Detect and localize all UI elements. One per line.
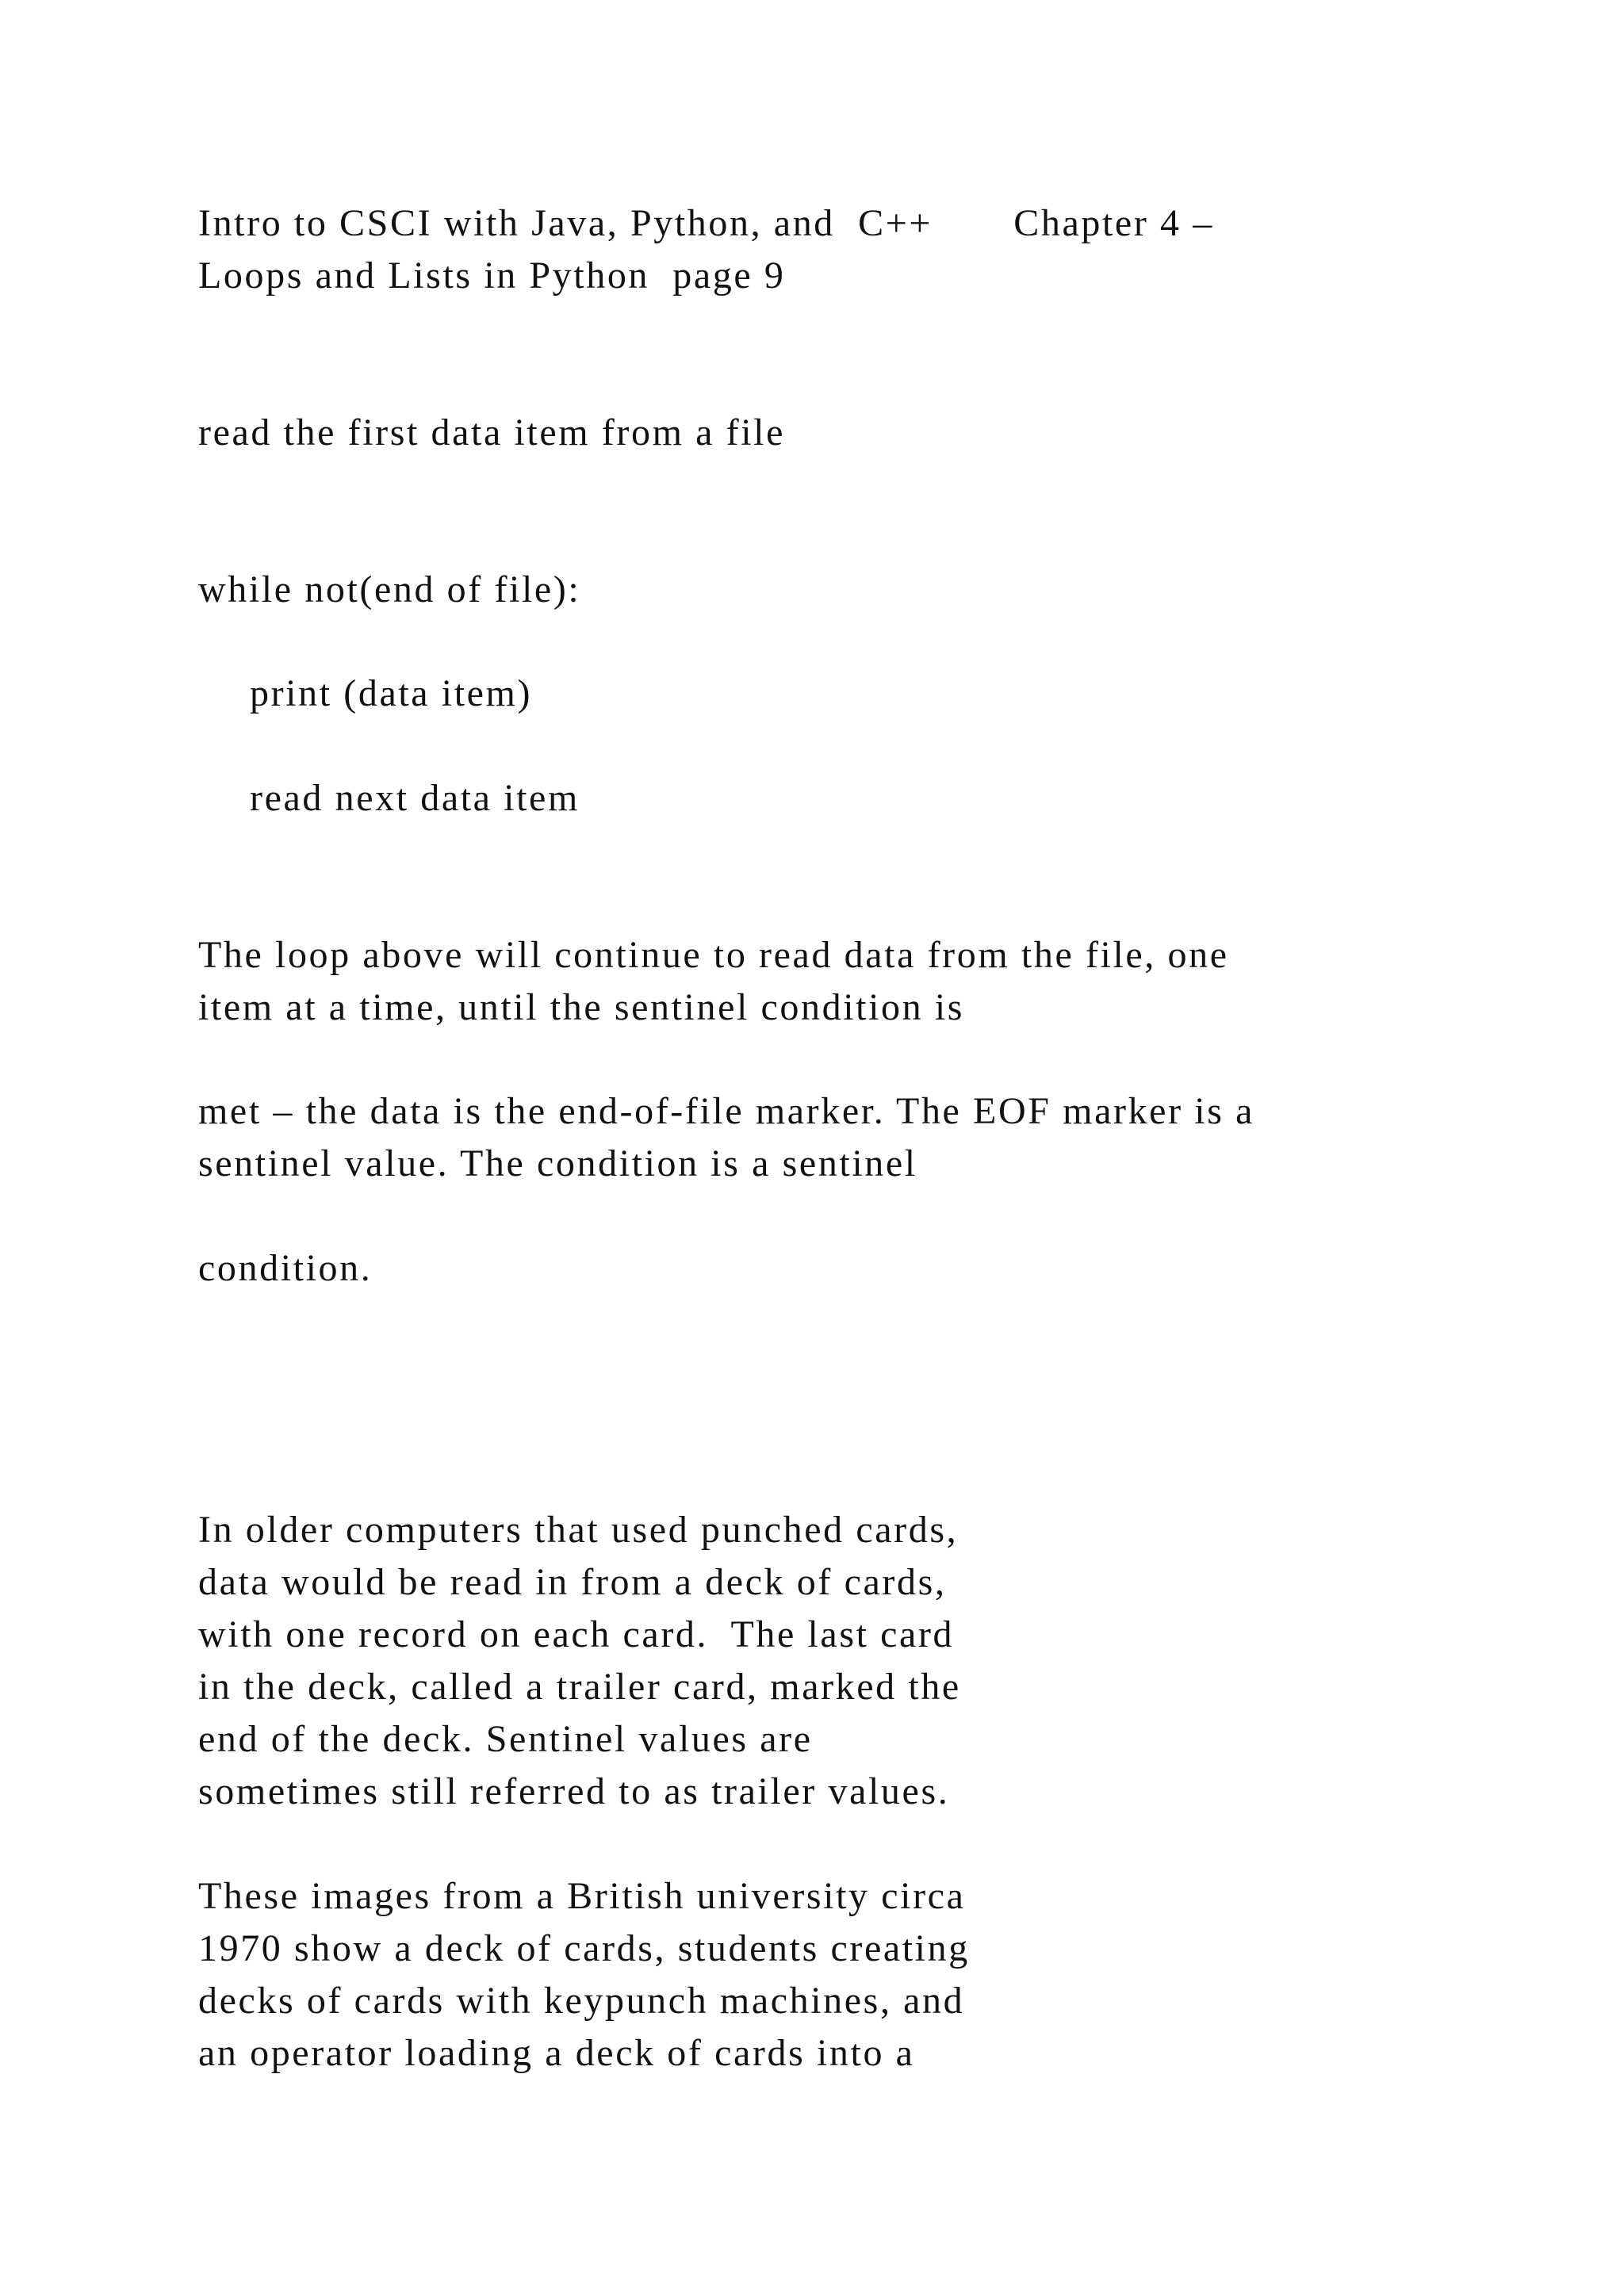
paragraph-1-line-2: item at a time, until the sentinel condition is [198,986,965,1028]
paragraph-2-line-1: In older computers that used punched cards, [198,1509,959,1551]
pseudocode-read-next: read next data item [250,777,580,819]
paragraph-1-line-5: condition. [198,1247,373,1289]
paragraph-2-line-6: sometimes still referred to as trailer values. [198,1770,950,1812]
paragraph-3-line-4: an operator loading a deck of cards into a [198,2032,915,2074]
paragraph-2-line-4: in the deck, called a trailer card, marked the [198,1666,961,1708]
paragraph-3-line-2: 1970 show a deck of cards, students creating [198,1927,970,1969]
paragraph-2-line-3: with one record on each card. The last card [198,1613,955,1655]
header-line-2: Loops and Lists in Python page 9 [198,254,786,297]
paragraph-3-line-3: decks of cards with keypunch machines, and [198,1980,965,2022]
paragraph-1-line-4: sentinel value. The condition is a sentinel [198,1142,917,1184]
pseudocode-read-first: read the first data item from a file [198,411,785,453]
paragraph-2-line-2: data would be read in from a deck of cards, [198,1561,947,1603]
paragraph-1-line-1: The loop above will continue to read data from the file, one [198,934,1229,976]
paragraph-2-line-5: end of the deck. Sentinel values are [198,1718,813,1760]
paragraph-1-line-3: met – the data is the end-of-file marker. The EOF marker is a [198,1090,1254,1132]
pseudocode-while: while not(end of file): [198,568,581,610]
header-line-1: Intro to CSCI with Java, Python, and C++ Chapter 4 – [198,202,1214,244]
paragraph-3-line-1: These images from a British university circa [198,1875,966,1917]
pseudocode-print: print (data item) [250,672,533,714]
